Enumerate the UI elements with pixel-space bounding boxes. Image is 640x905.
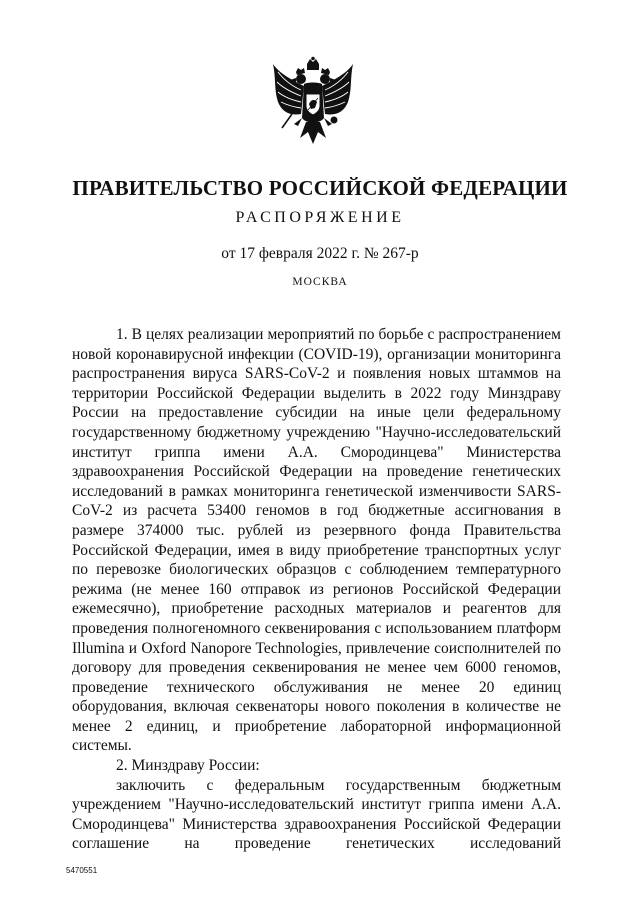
paragraph-2: 2. Минздраву России: [116, 757, 260, 775]
date-and-number: от 17 февраля 2022 г. № 267-р [221, 245, 419, 262]
russian-coat-of-arms-icon [268, 56, 358, 148]
document-body [72, 325, 561, 854]
document-type: РАСПОРЯЖЕНИЕ [235, 209, 405, 226]
document-title: ПРАВИТЕЛЬСТВО РОССИЙСКОЙ ФЕДЕРАЦИИ [72, 176, 568, 200]
footer-code: 5470551 [66, 866, 98, 875]
paragraph-1: 1. В целях реализации мероприятий по борьбе с распространением новой коронавирусной инфекции (COVID-19), организации мониторинга распространения вируса SARS-CoV-2 и появления новых штаммов на территории Российской Федерации выделить в 2022 году Минздраву России на предоставление субсидии на иные цели федеральному государственному бюджетному учреждению "Научно-исследовательский институт гриппа имени А.А. Смородинцева" Министерства здравоохранения Российской Федерации на проведение генетических исследований в рамках мониторинга генетической изменчивости SARS-CoV-2 из расчета 53400 геномов в год бюджетные ассигнования в размере 374000 тыс. рублей из резервного фонда Правительства Российской Федерации, имея в виду приобретение транспортных услуг по перевозке биологических образцов с соблюдением температурного режима (не менее 160 отправок из регионов Российской Федерации ежемесячно), приобретение расходных материалов и реагентов для проведения полногеномного секвенирования с использованием платформ Illumina и Oxford Nanopore Technologies, привлечение соисполнителей по договору для проведения секвенирования не менее чем 6000 геномов, проведение технического обслуживания не менее 20 единиц оборудования, включая секвенаторы нового поколения в количестве не менее 2 единиц, и приобретение лабораторной информационной системы. [72, 326, 561, 755]
city: МОСКВА [292, 276, 348, 288]
paragraph-3: заключить с федеральным государственным бюджетным учреждением "Научно-исследовательский институт гриппа имени А.А. Смородинцева" Министерства здравоохранения Российской Федерации соглашение на проведение генетических исследований [72, 776, 561, 853]
